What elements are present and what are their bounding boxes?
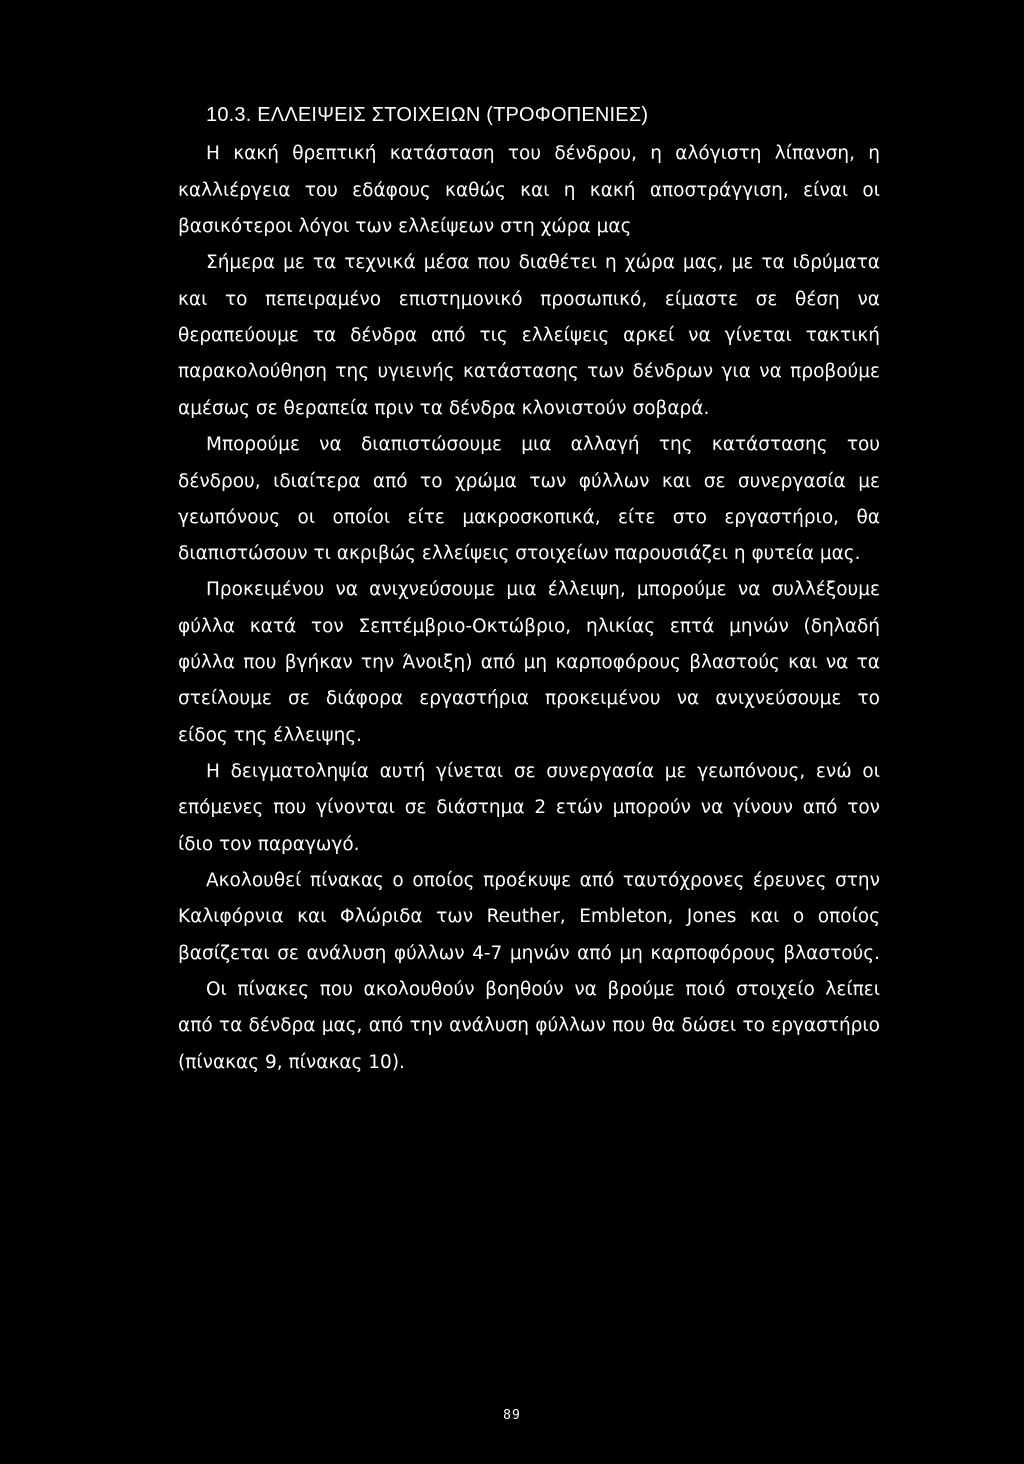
paragraph-7-line-3: (πίνακας 9, πίνακας 10). xyxy=(178,1052,405,1073)
paragraph-3-line-1: Μπορούμε να διαπιστώσουμε μια αλλαγή της κατάστασης του xyxy=(206,434,880,455)
paragraph-6-line-3: βασίζεται σε ανάλυση φύλλων 4-7 μηνών από μη καρποφόρους βλαστούς. xyxy=(178,943,880,964)
paragraph-3-line-4: διαπιστώσουν τι ακριβώς ελλείψεις στοιχείων παρουσιάζει η φυτεία μας. xyxy=(178,543,861,564)
paragraph-2-line-4: παρακολούθηση της υγιεινής κατάστασης των δένδρων για να προβούμε xyxy=(178,361,880,382)
paragraph-2-line-5: αμέσως σε θεραπεία πριν τα δένδρα κλονιστούν σοβαρά. xyxy=(178,398,710,419)
paragraph-3-line-2: δένδρου, ιδιαίτερα από το χρώμα των φύλλων και σε συνεργασία με xyxy=(178,471,880,492)
paragraph-7-line-1: Οι πίνακες που ακολουθούν βοηθούν να βρούμε ποιό στοιχείο λείπει xyxy=(206,979,880,1000)
paragraph-6-line-1: Ακολουθεί πίνακας ο οποίος προέκυψε από ταυτόχρονες έρευνες στην xyxy=(206,870,880,891)
paragraph-5-line-2: επόμενες που γίνονται σε διάστημα 2 ετών μπορούν να γίνουν από τον xyxy=(178,797,880,818)
paragraph-1-line-2: καλλιέργεια του εδάφους καθώς και η κακή αποστράγγιση, είναι οι xyxy=(178,180,880,201)
paragraph-4-line-2: φύλλα κατά τον Σεπτέμβριο-Οκτώβριο, ηλικίας επτά μηνών (δηλαδή xyxy=(178,616,880,637)
paragraph-3-line-3: γεωπόνους οι οποίοι είτε μακροσκοπικά, είτε στο εργαστήριο, θα xyxy=(178,507,880,528)
paragraph-1-line-3: βασικότεροι λόγοι των ελλείψεων στη χώρα μας xyxy=(178,216,632,237)
paragraph-2-line-1: Σήμερα με τα τεχνικά μέσα που διαθέτει η χώρα μας, με τα ιδρύματα xyxy=(206,252,880,273)
paragraph-5-line-1: Η δειγματοληψία αυτή γίνεται σε συνεργασία με γεωπόνους, ενώ οι xyxy=(206,761,880,782)
paragraph-2-line-3: θεραπεύουμε τα δένδρα από τις ελλείψεις αρκεί να γίνεται τακτική xyxy=(178,325,880,346)
paragraph-5-line-3: ίδιο τον παραγωγό. xyxy=(178,834,360,855)
paragraph-4-line-5: είδος της έλλειψης. xyxy=(178,725,363,746)
paragraph-6-line-2: Καλιφόρνια και Φλώριδα των Reuther, Embleton, Jones και ο οποίος xyxy=(178,906,880,927)
paragraph-7-line-2: από τα δένδρα μας, από την ανάλυση φύλλων που θα δώσει το εργαστήριο xyxy=(178,1015,880,1036)
paragraph-2-line-2: και το πεπειραμένο επιστημονικό προσωπικό, είμαστε σε θέση να xyxy=(178,289,880,310)
page-number: 89 xyxy=(503,1408,521,1423)
paragraph-1-line-1: Η κακή θρεπτική κατάσταση του δένδρου, η αλόγιστη λίπανση, η xyxy=(206,143,880,164)
section-heading: 10.3. ΕΛΛΕΙΨΕΙΣ ΣΤΟΙΧΕΙΩΝ (ΤΡΟΦΟΠΕΝΙΕΣ) xyxy=(206,104,649,126)
paragraph-4-line-1: Προκειμένου να ανιχνεύσουμε μια έλλειψη, μπορούμε να συλλέξουμε xyxy=(206,579,880,600)
paragraph-4-line-3: φύλλα που βγήκαν την Άνοιξη) από μη καρποφόρους βλαστούς και να τα xyxy=(178,652,880,673)
paragraph-4-line-4: στείλουμε σε διάφορα εργαστήρια προκειμένου να ανιχνεύσουμε το xyxy=(178,688,880,709)
